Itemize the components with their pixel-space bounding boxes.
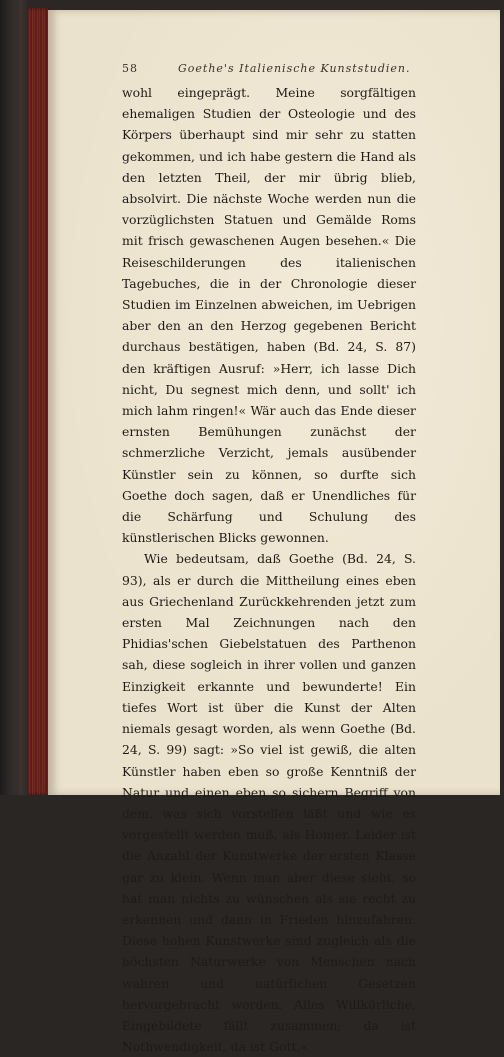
paragraph-2: Wie bedeutsam, daß Goethe (Bd. 24, S. 93), als er durch die Mittheilung eines eben aus Griechenland Zurückkehrenden jetzt zum ersten Mal Zeichnungen nach den Phidias'schen Giebelstatuen des Parthenon sah, diese sogleich in ihrer vollen und ganzen Einzigkeit erkannte und bewunderte! Ein tiefes Wort ist über die Kunst der Alten niemals gesagt worden, als wenn Goethe (Bd. 24, S. 99) sagt: »So viel ist gewiß, die alten Künstler haben eben so große Kenntniß der Natur und einen eben so sichern Begriff von dem, was sich vorstellen läßt und wie es vorgestellt werden muß, als Homer. Leider ist die Anzahl der Kunstwerke der ersten Klasse gar zu klein. Wenn man aber diese sieht, so hat man nichts zu wünschen als sie recht zu erkennen und dann in Frieden hinzufahren. Diese hohen Kunstwerke sind zugleich als die höchsten Naturwerke von Menschen nach wahren und natürlichen Gesetzen hervorgebracht worden. Alles Willkürliche, Eingebildete fällt zusammen; da ist Nothwendigkeit, da ist Gott.« [122,551,416,1055]
page-number: 58 [122,62,138,75]
book-page-edges [28,8,50,795]
body-text [122,82,416,1057]
paragraph-1: wohl eingeprägt. Meine sorgfältigen ehemaligen Studien der Osteologie und des Körpers überhaupt sind mir sehr zu statten gekommen, und ich habe gestern die Hand als den letzten Theil, der mir übrig blieb, absolvirt. Die nächste Woche werden nun die vorzüglichsten Statuen und Gemälde Roms mit frisch gewaschenen Augen besehen.« Die Reiseschilderungen des italienischen Tagebuches, die in der Chronologie dieser Studien im Einzelnen abweichen, im Uebrigen aber den an den Herzog gegebenen Bericht durchaus bestätigen, haben (Bd. 24, S. 87) den kräftigen Ausruf: »Herr, ich lasse Dich nicht, Du segnest mich denn, und sollt' ich mich lahm ringen!« Wär auch das Ende dieser ernsten Bemühungen zunächst der schmerzliche Verzicht, jemals ausübender Künstler sein zu können, so durfte sich Goethe doch sagen, daß er Unendliches für die Schärfung und Schulung des künstlerischen Blicks gewonnen. [122,85,416,546]
running-title: Goethe's Italienische Kunststudien. [178,62,411,75]
